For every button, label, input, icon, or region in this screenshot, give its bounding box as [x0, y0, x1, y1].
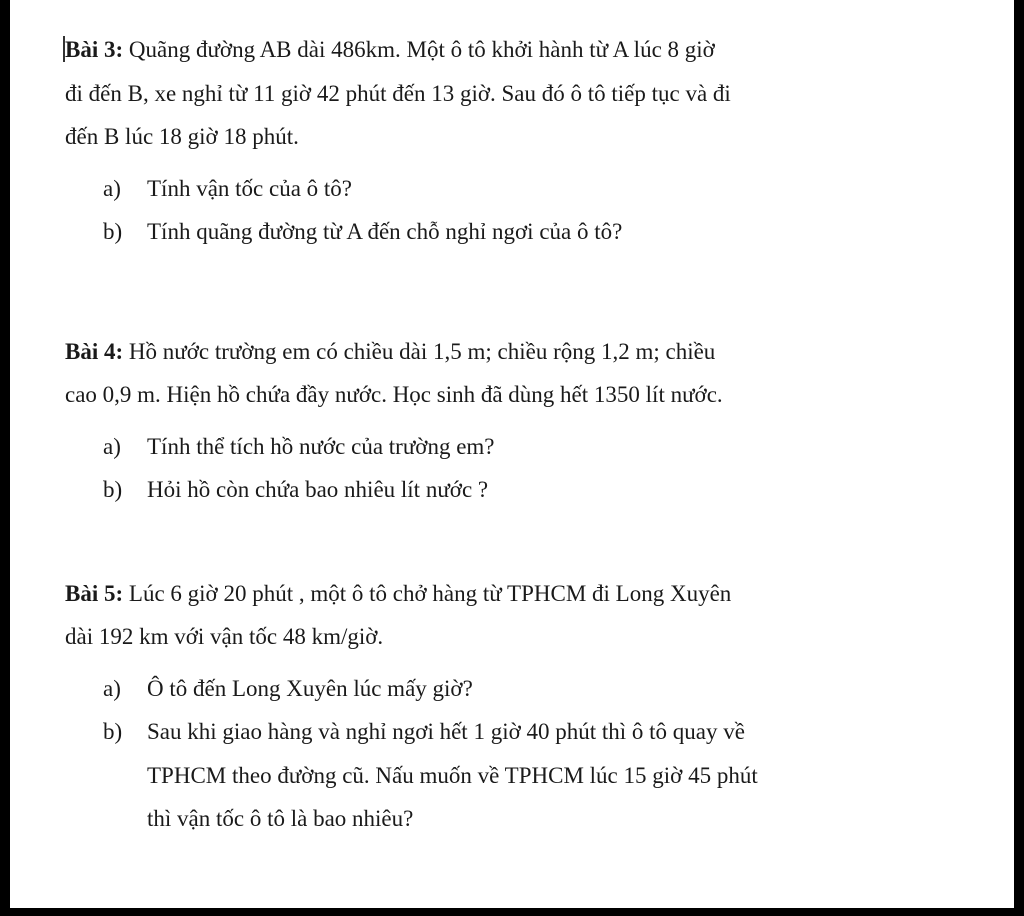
problem-label: Bài 3: — [65, 37, 124, 62]
part-marker: b) — [103, 719, 123, 744]
problem-label: Bài 5: — [65, 580, 124, 606]
problem-5 — [65, 572, 1010, 841]
problem-statement[interactable] — [65, 572, 1010, 659]
problem-parts — [65, 167, 1010, 254]
statement-line: đến B lúc 18 giờ 18 phút. — [65, 124, 299, 149]
problem-label: Bài 4: — [65, 338, 124, 364]
problem-parts — [65, 667, 1010, 841]
part-marker: b) — [103, 477, 123, 502]
statement-line: Quãng đường AB dài 486km. Một ô tô khởi hành từ A lúc 8 giờ — [128, 37, 715, 62]
part-text: Sau khi giao hàng và nghỉ ngơi hết 1 giờ 40 phút thì ô tô quay về — [147, 719, 745, 744]
problem-parts — [65, 425, 1010, 512]
part-text: Tính vận tốc của ô tô? — [147, 175, 353, 201]
part-a[interactable] — [103, 425, 1010, 469]
problem-statement[interactable] — [65, 28, 1010, 159]
part-marker: a) — [103, 433, 121, 459]
part-text: Tính thể tích hồ nước của trường em? — [147, 433, 495, 459]
document-body — [65, 28, 1010, 841]
part-marker: b) — [103, 219, 123, 244]
document-page — [10, 0, 1014, 908]
part-text: Ô tô đến Long Xuyên lúc mấy giờ? — [147, 675, 473, 701]
problem-4 — [65, 330, 1010, 512]
part-b[interactable] — [103, 710, 1010, 841]
statement-line: Hồ nước trường em có chiều dài 1,5 m; chiều rộng 1,2 m; chiều — [128, 338, 716, 364]
part-text: TPHCM theo đường cũ. Nấu muốn về TPHCM lúc 15 giờ 45 phút — [147, 762, 758, 788]
part-marker: a) — [103, 175, 121, 201]
text-cursor — [63, 36, 65, 62]
part-text: Hỏi hồ còn chứa bao nhiêu lít nước ? — [147, 477, 489, 502]
problem-3 — [65, 28, 1010, 254]
part-b[interactable] — [103, 210, 1010, 254]
statement-line: dài 192 km với vận tốc 48 km/giờ. — [65, 624, 384, 649]
part-marker: a) — [103, 675, 121, 701]
part-text: Tính quãng đường từ A đến chỗ nghỉ ngơi của ô tô? — [147, 219, 623, 244]
part-a[interactable] — [103, 667, 1010, 711]
statement-line: Lúc 6 giờ 20 phút , một ô tô chở hàng từ TPHCM đi Long Xuyên — [128, 580, 732, 606]
part-b[interactable] — [103, 468, 1010, 512]
statement-line: đi đến B, xe nghỉ từ 11 giờ 42 phút đến 13 giờ. Sau đó ô tô tiếp tục và đi — [65, 80, 731, 106]
part-a[interactable] — [103, 167, 1010, 211]
part-text: thì vận tốc ô tô là bao nhiêu? — [147, 806, 414, 831]
statement-line: cao 0,9 m. Hiện hồ chứa đầy nước. Học sinh đã dùng hết 1350 lít nước. — [65, 382, 723, 407]
problem-statement[interactable] — [65, 330, 1010, 417]
